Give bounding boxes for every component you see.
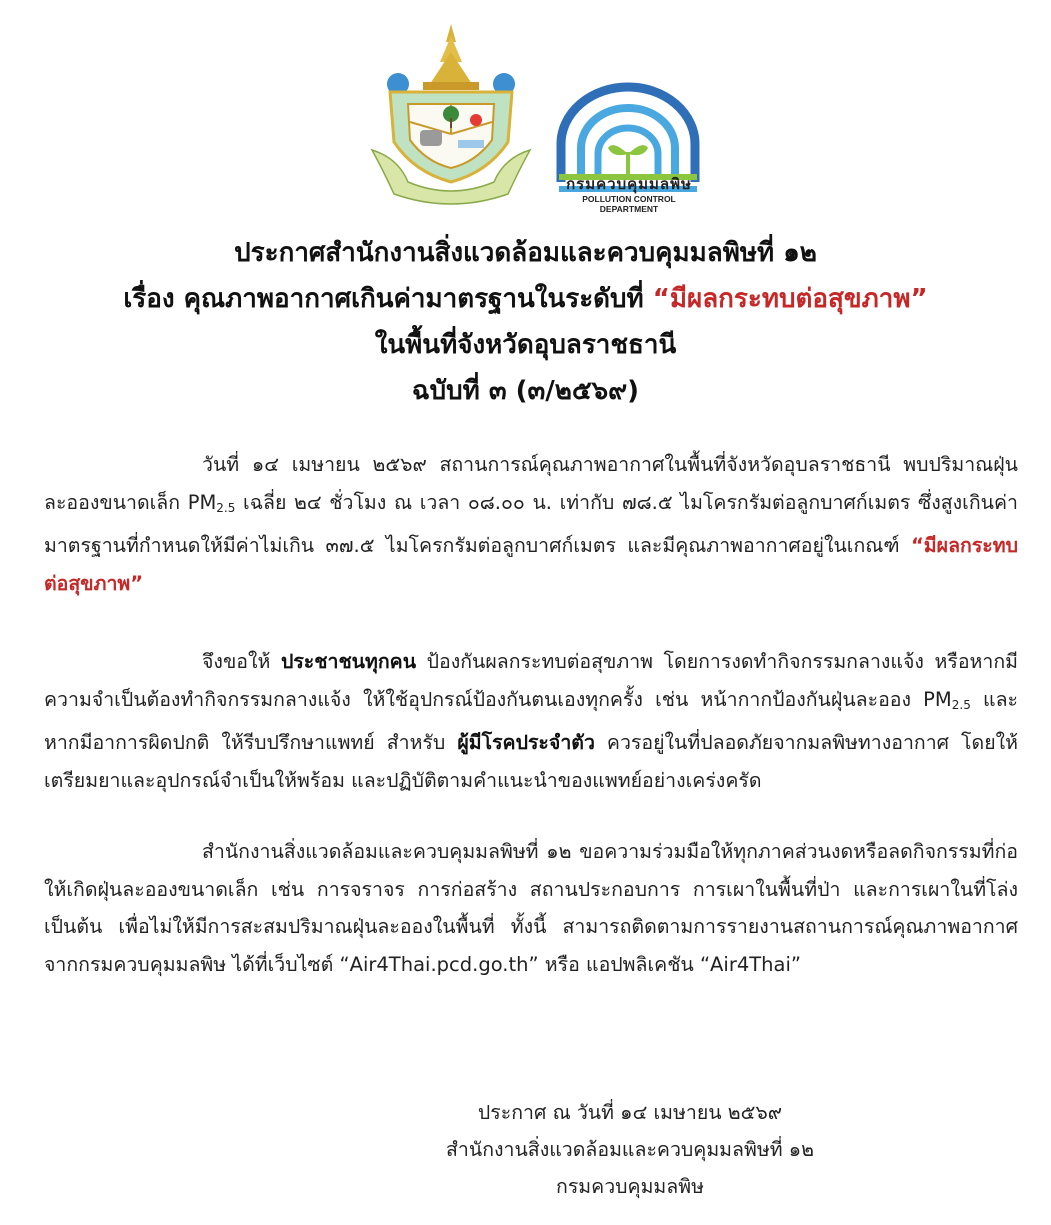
chronic-patients-emphasis: ผู้มีโรคประจำตัว xyxy=(457,731,595,754)
header-logos xyxy=(0,22,1051,212)
health-impact-highlight: “มีผลกระทบต่อสุขภาพ” xyxy=(44,534,1018,595)
announcement-title xyxy=(0,230,1051,414)
paragraph2-text-cont2: และหากมีอาการผิดปกติ ให้รีบปรึกษาแพทย์ สำหรับ xyxy=(44,687,1018,754)
title-line-2 xyxy=(0,276,1051,322)
pm-subscript: 2.5 xyxy=(951,697,971,712)
title-health-impact-level: “มีผลกระทบต่อสุขภาพ” xyxy=(652,284,928,314)
paragraph1-text: วันที่ ๑๔ เมษายน ๒๕๖๙ สถานการณ์คุณภาพอากาศในพื้นที่จังหวัดอุบลราชธานี พบปริมาณฝุ่นละอองขนาดเล็ก PM xyxy=(44,453,1018,514)
pcd-name-thai: กรมควบคุมมลพิษ xyxy=(566,175,692,193)
paragraph-air-quality-status xyxy=(44,446,1018,602)
signature-block xyxy=(400,1094,860,1205)
paragraph1-text-cont: เฉลี่ย ๒๔ ชั่วโมง ณ เวลา ๐๘.๐๐ น. เท่ากับ ๗๘.๕ ไมโครกรัมต่อลูกบาศก์เมตร ซึ่งสูงเกินค่ามาตรฐานที่กำหนดให้มีค่าไม่เกิน ๓๗.๕ ไมโครกรัมต่อลูกบาศก์เมตร และมีคุณภาพอากาศอยู่ในเกณฑ์ xyxy=(44,490,1018,557)
everyone-emphasis: ประชาชนทุกคน xyxy=(280,650,417,673)
issuing-office: สำนักงานสิ่งแวดล้อมและควบคุมมลพิษที่ ๑๒ xyxy=(446,1138,814,1161)
province-seal-icon xyxy=(368,22,534,208)
title-line-1: ประกาศสำนักงานสิ่งแวดล้อมและควบคุมมลพิษที่ ๑๒ xyxy=(234,238,817,268)
pcd-name-english: POLLUTION CONTROL DEPARTMENT xyxy=(582,194,676,214)
title-subject: เรื่อง คุณภาพอากาศเกินค่ามาตรฐานในระดับที่ xyxy=(123,284,653,314)
paragraph2-text-cont: ป้องกันผลกระทบต่อสุขภาพ โดยการงดทำกิจกรรมกลางแจ้ง หรือหากมีความจำเป็นต้องทำกิจกรรมกลางแจ้ง ให้ใช้อุปกรณ์ป้องกันตนเองทุกครั้ง เช่น หน้ากากป้องกันฝุ่นละออง PM xyxy=(44,650,1018,711)
paragraph-public-advice xyxy=(44,643,1018,799)
announcement-date: ประกาศ ณ วันที่ ๑๔ เมษายน ๒๕๖๙ xyxy=(477,1101,783,1124)
paragraph2-text-cont3: ควรอยู่ในที่ปลอดภัยจากมลพิษทางอากาศ โดยให้เตรียมยาและอุปกรณ์จำเป็นให้พร้อม และปฏิบัติตามคำแนะนำของแพทย์อย่างเคร่งครัด xyxy=(44,731,1018,792)
paragraph2-text: จึงขอให้ xyxy=(202,650,281,673)
title-line-3: ในพื้นที่จังหวัดอุบลราชธานี xyxy=(374,330,677,360)
title-issue-number: ฉบับที่ ๓ (๓/๒๕๖๙) xyxy=(411,376,640,406)
paragraph-cooperation-request xyxy=(44,833,1018,983)
paragraph3-text: สำนักงานสิ่งแวดล้อมและควบคุมมลพิษที่ ๑๒ ขอความร่วมมือให้ทุกภาคส่วนงดหรือลดกิจกรรมที่ก่อให้เกิดฝุ่นละอองขนาดเล็ก เช่น การจราจร การก่อสร้าง สถานประกอบการ การเผาในพื้นที่ป่า และการเผาในที่โล่ง เป็นต้น เพื่อไม่ให้มีการสะสมปริมาณฝุ่นละอองในพื้นที่ ทั้งนี้ สามารถติดตามการรายงานสถานการณ์คุณภาพอากาศจากกรมควบคุมมลพิษ ได้ที่เว็บไซต์ “Air4Thai.pcd.go.th” หรือ แอปพลิเคชัน “Air4Thai” xyxy=(44,840,1018,976)
pm-subscript: 2.5 xyxy=(216,500,236,515)
issuing-department: กรมควบคุมมลพิษ xyxy=(556,1175,704,1198)
